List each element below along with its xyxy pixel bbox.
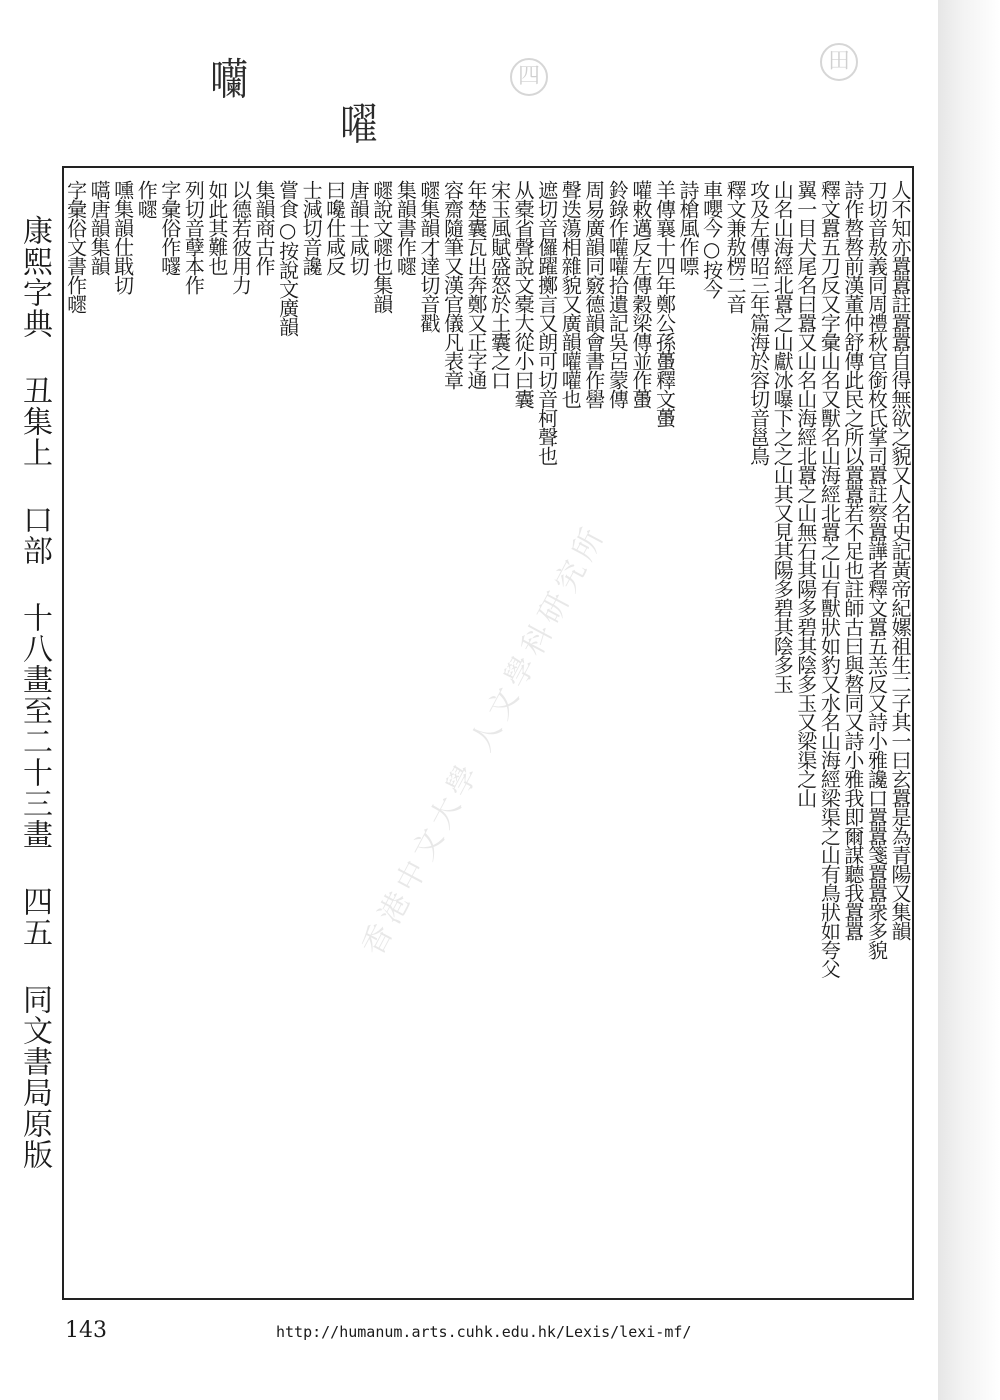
text-column: 作嚃 (134, 180, 159, 218)
text-column: 嚾敕邁反左傳穀梁傳並作蠆 (628, 180, 653, 408)
text-column: 字彙俗文書作嚃 (63, 180, 88, 313)
text-column: 唐韻士咸切 (346, 180, 371, 275)
text-column: 如此其難也 (204, 180, 229, 275)
text-column: 人不知亦囂囂註囂囂自得無欲之貌又人名史記黃帝紀嫘祖生二子其一曰玄囂是為青陽又集韻 (888, 180, 912, 940)
text-column: 嚃說文嚃也集韻 (369, 180, 394, 313)
text-column: 曰嚵仕咸反 (322, 180, 347, 275)
text-column: 車嚶今○按今 (699, 180, 724, 298)
faded-mark: 四 (510, 58, 548, 96)
text-column: 集韻書作嚃 (393, 180, 418, 275)
text-column: 宋玉風賦盛怒於土囊之口 (487, 180, 512, 389)
text-column: 从橐省聲說文橐大從小曰囊 (511, 180, 536, 408)
text-column: 年楚囊瓦出奔鄭又正字通 (464, 180, 488, 389)
text-column: 周易廣韻同竅德韻會書作嚳 (581, 180, 606, 408)
page-number: 143 (65, 1318, 107, 1343)
text-column: 詩作嗸嗸前漢董仲舒傳此民之所以囂囂若不足也註師古曰與嗸同又詩小雅我即爾謀聽我囂囂 (840, 180, 865, 940)
text-column: 士減切音讒 (299, 180, 324, 275)
text-column: 嚑集韻仕戢切 (110, 180, 135, 294)
text-column: 釋文兼敖楞二音 (723, 180, 748, 313)
watermark: 香港中文大學 人文學科研究所 (355, 518, 614, 962)
text-column: 攻及左傳昭三年篇海於容切音邕鳥 (746, 180, 771, 465)
text-column: 遮切音儸躍擲言又朗可切音柯聲也 (534, 180, 559, 465)
text-column: 詩槍風作嘌 (676, 180, 700, 275)
header-char-right: 嚁 (340, 99, 379, 150)
text-column: 羊傳襄十四年鄭公孫蠆釋文蠆 (652, 180, 677, 427)
text-column: 集韻商古作 (252, 180, 276, 275)
faded-mark: 田 (820, 43, 858, 81)
text-column: 刀切音敖義同周禮秋官銜枚氏掌司囂註察囂譁者釋文囂五羔反又詩小雅讒口囂囂箋囂囂衆多貌 (864, 180, 889, 959)
text-column: 嘗食○按說文廣韻 (275, 180, 300, 336)
text-column: 嚆唐韻集韻 (87, 180, 112, 275)
scan-edge-shadow (938, 0, 1000, 1400)
text-column: 鈴錄作嚾嚾拾遺記吳呂蒙傳 (605, 180, 630, 408)
header-char-left: 囒 (210, 54, 249, 105)
page-header (190, 38, 910, 158)
text-column: 列切音孽本作 (181, 180, 206, 294)
text-column: 翼一目犬尾名曰囂又山名山海經北囂之山無石其陽多碧其陰多玉又梁渠之山 (793, 180, 818, 807)
source-url-link[interactable]: http://humanum.arts.cuhk.edu.hk/Lexis/lexi-mf/ (276, 1323, 692, 1341)
text-column: 釋文囂五刀反又字彙山名又獸名山海經北囂之山有獸狀如豹又水名山海經梁渠之山有鳥狀如夸父 (817, 180, 842, 978)
dictionary-side-title: 康熙字典 丑集上 口部 十八畫至二十三畫 四五 同文書局原版 (17, 215, 52, 1170)
text-column: 聲迭蕩相雜貌又廣韻嚾嚾也 (558, 180, 583, 408)
text-column: 山名山海經北囂之山獻冰嚗下之之山其又見其陽多碧其陰多玉 (770, 180, 795, 693)
text-column: 嚃集韻才達切音戳 (416, 180, 441, 332)
text-column: 以德若彼用力 (228, 180, 253, 294)
text-column: 容齋隨筆又漢官儀凡表章 (440, 180, 465, 389)
text-column: 字彙俗作嚺 (157, 180, 182, 275)
